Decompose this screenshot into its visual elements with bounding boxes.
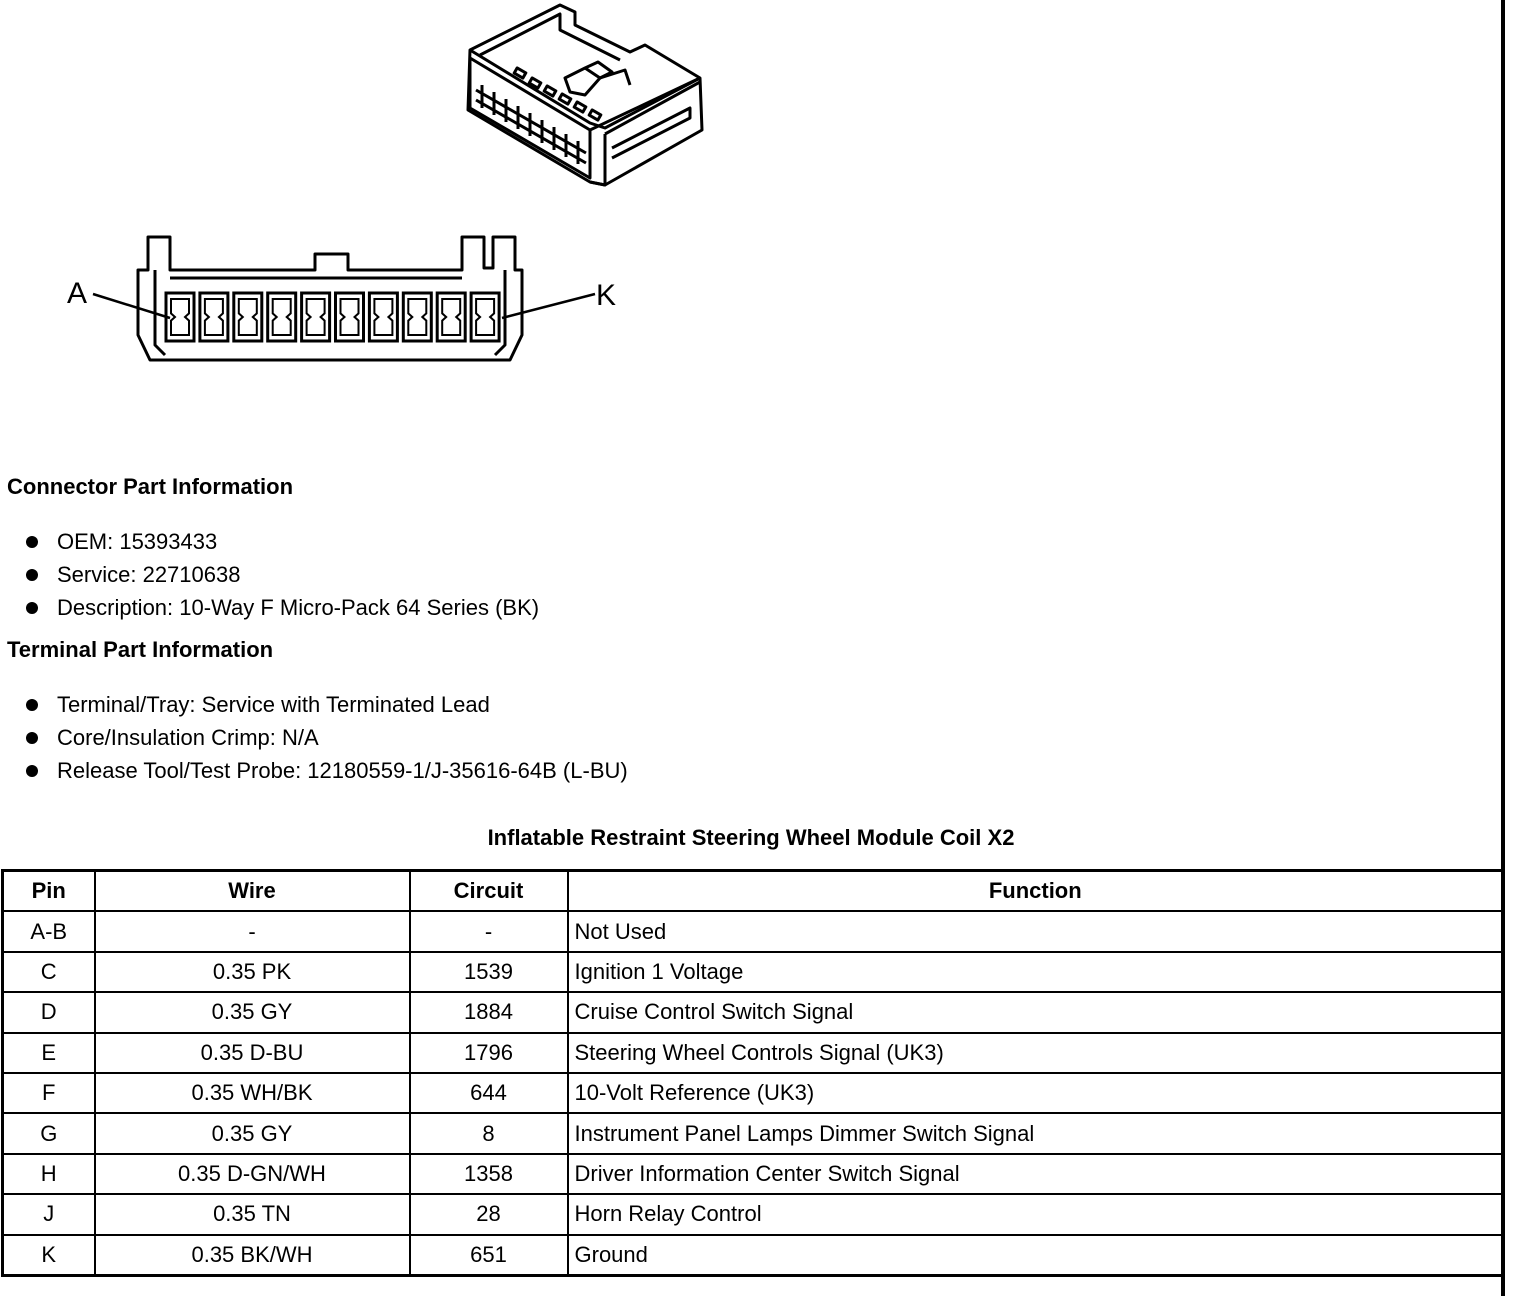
cell-wire: 0.35 GY bbox=[95, 992, 410, 1032]
table-row bbox=[3, 911, 1504, 951]
cell-function: Instrument Panel Lamps Dimmer Switch Signal bbox=[568, 1113, 1504, 1153]
cell-circuit: 28 bbox=[410, 1194, 568, 1234]
connector-cavity-terminal bbox=[442, 299, 460, 335]
cell-pin: G bbox=[3, 1113, 95, 1153]
connector-cavity-terminal bbox=[307, 299, 325, 335]
connector-cavity-terminal bbox=[171, 299, 189, 335]
list-item-text: Description: 10-Way F Micro-Pack 64 Series (BK) bbox=[57, 595, 540, 620]
connector-cavity-terminal bbox=[205, 299, 223, 335]
cell-circuit: 1539 bbox=[410, 952, 568, 992]
cell-circuit: 8 bbox=[410, 1113, 568, 1153]
cell-wire: 0.35 TN bbox=[95, 1194, 410, 1234]
diagram-label-k: K bbox=[596, 279, 617, 312]
connector-diagram bbox=[0, 0, 760, 400]
cell-wire: 0.35 PK bbox=[95, 952, 410, 992]
connector-part-info-list bbox=[0, 525, 539, 624]
connector-cavity-terminal bbox=[374, 299, 392, 335]
cell-wire: 0.35 WH/BK bbox=[95, 1073, 410, 1113]
bullet-icon bbox=[26, 699, 38, 711]
cell-wire: - bbox=[95, 911, 410, 951]
table-row bbox=[3, 952, 1504, 992]
cell-circuit: - bbox=[410, 911, 568, 951]
cell-wire: 0.35 D-BU bbox=[95, 1033, 410, 1073]
list-item bbox=[0, 558, 539, 591]
list-item-text: Terminal/Tray: Service with Terminated Lead bbox=[57, 692, 490, 717]
cell-circuit: 1884 bbox=[410, 992, 568, 1032]
connector-cavity-terminal bbox=[476, 299, 494, 335]
connector-cavity-terminal bbox=[341, 299, 359, 335]
cell-pin: J bbox=[3, 1194, 95, 1234]
connector-cavity-terminal bbox=[273, 299, 291, 335]
leader-line-a bbox=[93, 294, 170, 318]
connector-isometric-drawing bbox=[468, 5, 702, 185]
column-header-pin: Pin bbox=[3, 871, 95, 912]
connector-cavity-terminal bbox=[408, 299, 426, 335]
cell-pin: A-B bbox=[3, 911, 95, 951]
cell-function: Steering Wheel Controls Signal (UK3) bbox=[568, 1033, 1504, 1073]
cell-pin: H bbox=[3, 1154, 95, 1194]
bullet-icon bbox=[26, 536, 38, 548]
table-row bbox=[3, 1235, 1504, 1276]
table-row bbox=[3, 992, 1504, 1032]
cell-pin: E bbox=[3, 1033, 95, 1073]
table-row bbox=[3, 1154, 1504, 1194]
cell-pin: K bbox=[3, 1235, 95, 1276]
bullet-icon bbox=[26, 569, 38, 581]
cell-circuit: 1796 bbox=[410, 1033, 568, 1073]
cell-function: Ground bbox=[568, 1235, 1504, 1276]
table-header-row bbox=[3, 871, 1504, 912]
pinout-table bbox=[1, 869, 1505, 1277]
bullet-icon bbox=[26, 765, 38, 777]
cell-pin: F bbox=[3, 1073, 95, 1113]
cell-function: Ignition 1 Voltage bbox=[568, 952, 1504, 992]
list-item bbox=[0, 721, 628, 754]
list-item-text: Service: 22710638 bbox=[57, 562, 241, 587]
leader-line-k bbox=[502, 294, 595, 318]
terminal-part-info-heading: Terminal Part Information bbox=[7, 637, 274, 662]
table-title: Inflatable Restraint Steering Wheel Module Coil X2 bbox=[487, 825, 1015, 850]
list-item-text: OEM: 15393433 bbox=[57, 529, 218, 554]
cell-wire: 0.35 D-GN/WH bbox=[95, 1154, 410, 1194]
cell-circuit: 1358 bbox=[410, 1154, 568, 1194]
cell-wire: 0.35 BK/WH bbox=[95, 1235, 410, 1276]
bullet-icon bbox=[26, 602, 38, 614]
table-row bbox=[3, 1073, 1504, 1113]
list-item-text: Release Tool/Test Probe: 12180559-1/J-35616-64B (L-BU) bbox=[57, 758, 628, 783]
connector-part-info-heading: Connector Part Information bbox=[7, 474, 294, 499]
cell-function: Horn Relay Control bbox=[568, 1194, 1504, 1234]
bullet-icon bbox=[26, 732, 38, 744]
table-row bbox=[3, 1113, 1504, 1153]
column-header-wire: Wire bbox=[95, 871, 410, 912]
table-row bbox=[3, 1033, 1504, 1073]
table-row bbox=[3, 1194, 1504, 1234]
cell-function: Driver Information Center Switch Signal bbox=[568, 1154, 1504, 1194]
connector-cavities bbox=[166, 293, 499, 341]
cell-wire: 0.35 GY bbox=[95, 1113, 410, 1153]
list-item bbox=[0, 688, 628, 721]
cell-circuit: 644 bbox=[410, 1073, 568, 1113]
cell-function: Cruise Control Switch Signal bbox=[568, 992, 1504, 1032]
cell-function: 10-Volt Reference (UK3) bbox=[568, 1073, 1504, 1113]
list-item bbox=[0, 525, 539, 558]
column-header-circuit: Circuit bbox=[410, 871, 568, 912]
cell-function: Not Used bbox=[568, 911, 1504, 951]
connector-cavity-terminal bbox=[239, 299, 257, 335]
list-item bbox=[0, 591, 539, 624]
diagram-label-a: A bbox=[67, 277, 88, 310]
list-item bbox=[0, 754, 628, 787]
terminal-part-info-list bbox=[0, 688, 628, 787]
list-item-text: Core/Insulation Crimp: N/A bbox=[57, 725, 319, 750]
column-header-function: Function bbox=[568, 871, 1504, 912]
cell-circuit: 651 bbox=[410, 1235, 568, 1276]
cell-pin: D bbox=[3, 992, 95, 1032]
cell-pin: C bbox=[3, 952, 95, 992]
